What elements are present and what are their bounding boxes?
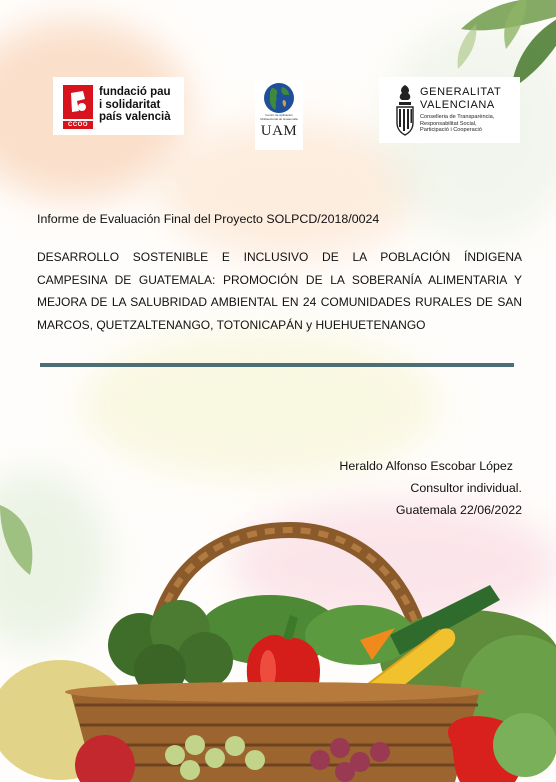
author-name: Heraldo Alfonso Escobar López bbox=[339, 459, 513, 473]
uam-logo bbox=[255, 80, 303, 150]
fundacio-mark-icon bbox=[63, 85, 93, 119]
author-block bbox=[339, 455, 522, 521]
uam-wordmark: UAM bbox=[260, 123, 298, 139]
fundacio-name: fundació pau i solidaritat país valencià bbox=[99, 86, 171, 123]
generalitat-valenciana-logo bbox=[379, 77, 520, 143]
author-role: Consultor individual. bbox=[410, 481, 522, 495]
report-title: DESARROLLO SOSTENIBLE E INCLUSIVO DE LA POBLACIÓN ÍNDIGENA CAMPESINA DE GUATEMALA: PROMOCIÓN DE LA SOBERANÍA ALIMENTARIA Y MEJORA DE LA SALUBRIDAD AMBIENTAL EN 24 COMUNIDADES RURALES DE SAN MARCOS, QUETZALTENANGO, TOTONICAPÁN y HUEHUETENANGO bbox=[37, 250, 522, 332]
globe-icon bbox=[263, 82, 295, 114]
report-label: Informe de Evaluación Final del Proyecto SOLPCD/2018/0024 bbox=[37, 212, 380, 226]
uam-small-text: Centro de Aplicación Multisectorial de Guatemala bbox=[260, 113, 298, 121]
fundacio-pau-logo bbox=[53, 77, 184, 135]
vegetable-basket-illustration bbox=[0, 520, 556, 782]
generalitat-department: Conselleria de Transparència, Responsabilitat Social, Participació i Cooperació bbox=[420, 114, 495, 134]
divider bbox=[40, 363, 514, 367]
generalitat-name: GENERALITAT VALENCIANA bbox=[420, 86, 502, 111]
place-date: Guatemala 22/06/2022 bbox=[395, 503, 522, 517]
ccoo-label: CCOO bbox=[63, 121, 93, 129]
generalitat-emblem-icon bbox=[393, 83, 417, 137]
